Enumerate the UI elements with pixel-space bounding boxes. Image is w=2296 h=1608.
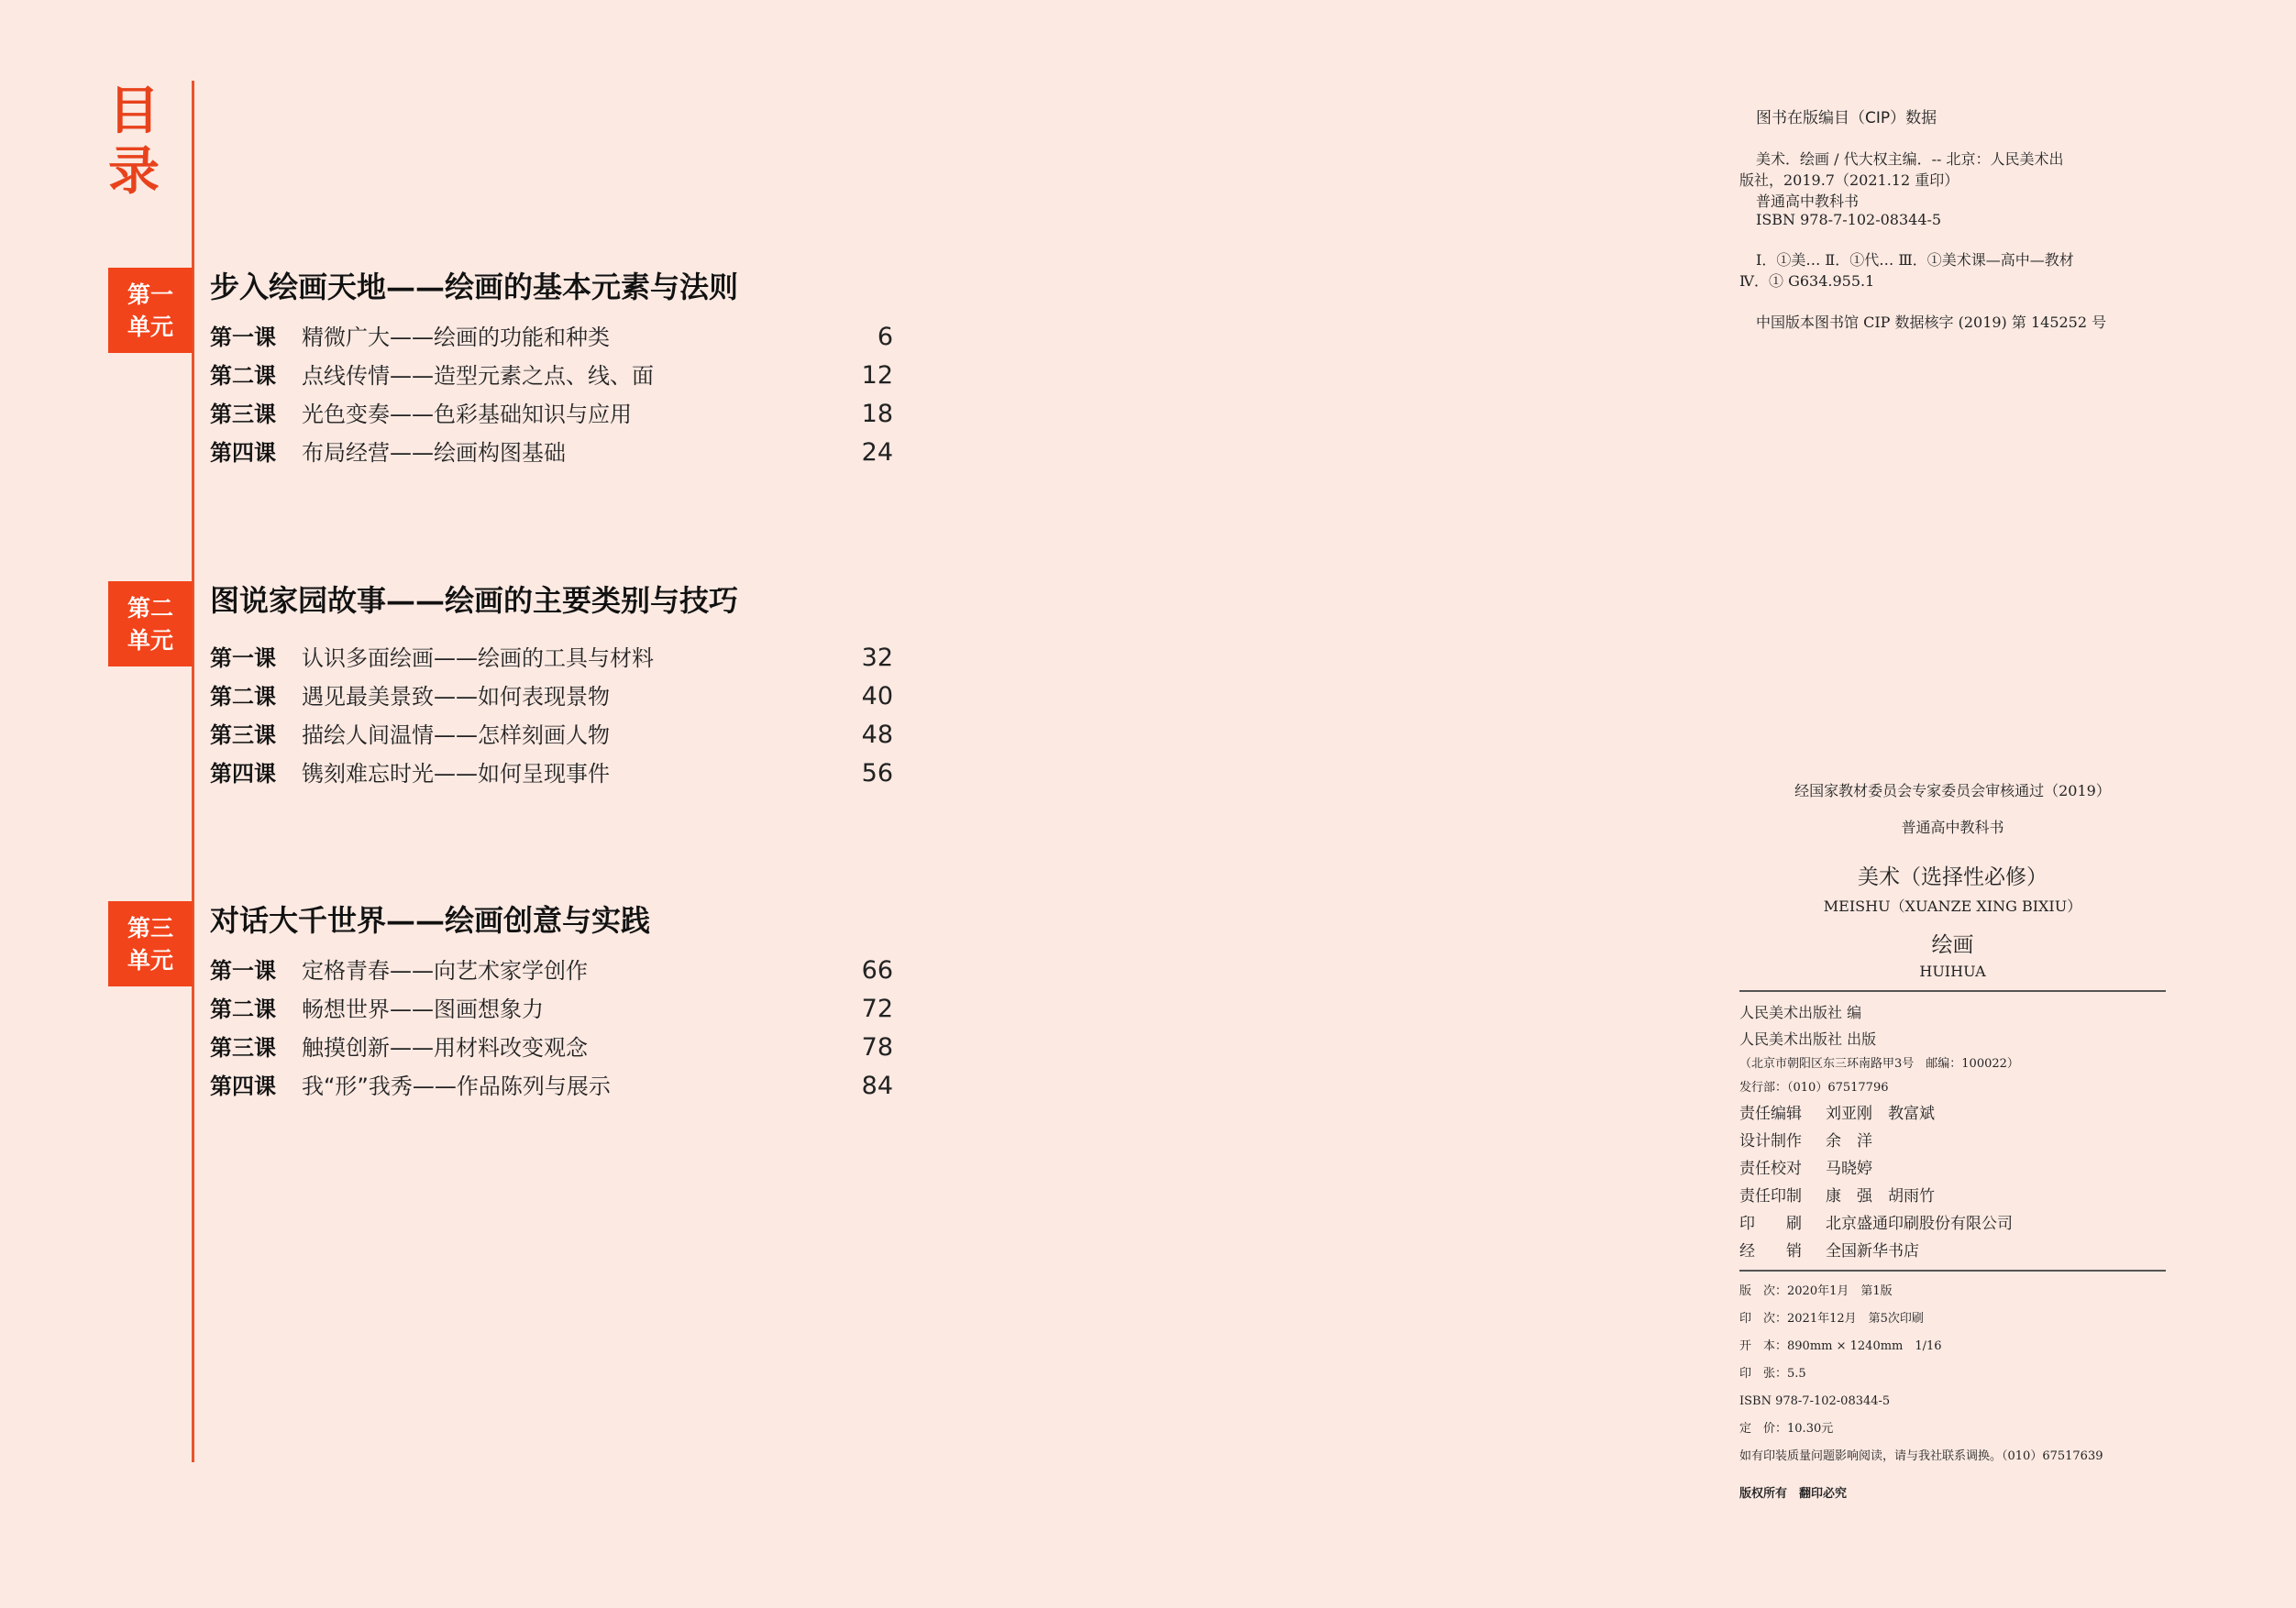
unit-2-title: 图说家园故事——绘画的主要类别与技巧 [210,583,739,618]
cip-heading: 图书在版编目（CIP）数据 [1756,109,1937,127]
cip-line: Ⅰ．①美… Ⅱ．①代… Ⅲ．①美术课—高中—教材 [1756,251,2074,269]
quality-notice: 如有印装质量问题影响阅读，请与我社联系调换。（010）67517639 [1739,1449,2103,1463]
spec-row [1739,1415,2166,1443]
page-number: 6 [877,323,893,351]
spec-row [1739,1388,2166,1415]
toc-entry[interactable] [210,396,893,433]
spec-row [1739,1360,2166,1388]
book-title: 美术（选择性必修） [1858,865,2048,889]
credit-label: 印 刷 [1739,1215,1802,1233]
publisher-line: 人民美术出版社 出版 [1739,1030,1877,1048]
spec-value: 890mm × 1240mm 1/16 [1787,1339,1942,1353]
lesson-name: 光色变奏——色彩基础知识与应用 [302,402,632,427]
lesson-name: 遇见最美景致——如何表现景物 [302,684,610,710]
toc-entry[interactable] [210,640,893,677]
unit-3-title: 对话大千世界——绘画创意与实践 [210,903,651,938]
toc-entry[interactable] [210,319,893,356]
toc-entry[interactable] [210,755,893,792]
lesson-name: 认识多面绘画——绘画的工具与材料 [302,645,654,671]
lesson-name: 我“形”我秀——作品陈列与展示 [302,1074,611,1099]
toc-entry[interactable] [210,435,893,471]
lesson-number: 第四课 [210,440,276,466]
lesson-name: 定格青春——向艺术家学创作 [302,958,588,984]
lesson-name: 畅想世界——图画想象力 [302,997,544,1022]
toc-entry[interactable] [210,717,893,754]
lesson-number: 第二课 [210,363,276,389]
lesson-number: 第三课 [210,1035,276,1061]
spec-value: ISBN 978-7-102-08344-5 [1739,1394,1891,1408]
cip-line: ISBN 978-7-102-08344-5 [1756,211,1942,228]
specs-list [1739,1278,2166,1470]
toc-title-char: 目 [108,81,160,141]
spec-label: 版 次： [1739,1284,1788,1298]
rights-notice: 版权所有 翻印必究 [1739,1487,1848,1501]
page-number: 78 [861,1033,893,1062]
lesson-name: 点线传情——造型元素之点、线、面 [302,363,654,389]
cip-block [1739,105,2198,332]
credit-row [1739,1183,2166,1210]
unit-3-badge [108,901,193,986]
spec-label: 印 次： [1739,1312,1788,1326]
toc-entry[interactable] [210,1068,893,1105]
lesson-name: 触摸创新——用材料改变观念 [302,1035,588,1061]
page-number: 48 [861,721,893,749]
lesson-number: 第二课 [210,684,276,710]
lesson-number: 第四课 [210,1074,276,1099]
credit-label: 经 销 [1739,1242,1802,1261]
toc-entry[interactable] [210,358,893,394]
badge-line: 单元 [127,946,173,974]
page-number: 84 [861,1072,893,1100]
credit-value: 马晓婷 [1826,1160,1872,1178]
spec-label: 印 张： [1739,1367,1788,1381]
unit-1-badge [108,268,193,353]
credit-value: 余 洋 [1826,1132,1872,1151]
lesson-number: 第四课 [210,761,276,787]
cip-line: 美术．绘画 / 代大权主编．-- 北京：人民美术出 [1756,150,2064,168]
cip-line: 版社，2019.7（2021.12 重印） [1739,171,1959,189]
spec-value: 2020年1月 第1版 [1787,1284,1893,1298]
cip-line: 普通高中教科书 [1756,193,1860,210]
badge-line: 单元 [127,313,173,340]
spec-row [1739,1333,2166,1360]
credits-list [1739,1100,2166,1265]
credit-label: 责任编辑 [1739,1105,1802,1123]
lesson-number: 第一课 [210,645,276,671]
spec-label: 定 价： [1739,1422,1788,1436]
credit-row [1739,1238,2166,1265]
publisher-info [1739,999,2166,1100]
volume-pinyin: HUIHUA [1919,963,1986,980]
credit-value: 全国新华书店 [1826,1242,1919,1261]
spec-value: 5.5 [1787,1367,1806,1381]
cip-line: 中国版本图书馆 CIP 数据核字 (2019) 第 145252 号 [1756,314,2107,331]
page-number: 66 [861,956,893,985]
credit-row [1739,1100,2166,1128]
credit-row [1739,1128,2166,1155]
toc-entry[interactable] [210,1030,893,1066]
credit-label: 责任印制 [1739,1187,1802,1206]
lesson-number: 第一课 [210,958,276,984]
page-number: 24 [861,438,893,467]
unit-1-title: 步入绘画天地——绘画的基本元素与法则 [210,270,739,304]
credit-value: 康 强 胡雨竹 [1826,1187,1935,1206]
credit-value: 北京盛通印刷股份有限公司 [1826,1215,2013,1233]
page-number: 12 [861,361,893,390]
spec-row [1739,1305,2166,1333]
badge-line: 第三 [127,914,173,942]
badge-line: 第一 [127,281,173,308]
lesson-name: 布局经营——绘画构图基础 [302,440,566,466]
badge-line: 第二 [127,594,173,622]
lesson-number: 第三课 [210,402,276,427]
toc-entry[interactable] [210,991,893,1028]
lesson-name: 描绘人间温情——怎样刻画人物 [302,722,610,748]
book-pinyin: MEISHU（XUANZE XING BIXIU） [1823,898,2082,915]
lesson-number: 第一课 [210,325,276,350]
toc-title [108,81,163,202]
lesson-number: 第二课 [210,997,276,1022]
badge-line: 单元 [127,626,173,654]
page-number: 18 [861,400,893,428]
lesson-name: 镌刻难忘时光——如何呈现事件 [302,761,610,787]
spec-label: 开 本： [1739,1339,1788,1353]
spec-row [1739,1278,2166,1305]
page-number: 40 [861,682,893,710]
credit-value: 刘亚刚 教富斌 [1826,1105,1935,1123]
toc-entry[interactable] [210,678,893,715]
toc-title-char: 录 [108,141,160,202]
distribution-phone: 发行部：（010）67517796 [1739,1081,1889,1095]
approval-line: 经国家教材委员会专家委员会审核通过（2019） [1794,782,2111,799]
page-number: 56 [861,759,893,787]
series-line: 普通高中教科书 [1901,819,2004,836]
divider [1739,990,2166,992]
page-number: 72 [861,995,893,1023]
address-line: （北京市朝阳区东三环南路甲3号 邮编：100022） [1739,1057,2019,1071]
divider [1739,1270,2166,1272]
toc-entry[interactable] [210,953,893,989]
editor-line: 人民美术出版社 编 [1739,1004,1862,1021]
volume-title: 绘画 [1931,933,1974,957]
lesson-name: 精微广大——绘画的功能和种类 [302,325,610,350]
cip-line: Ⅳ．① G634.955.1 [1739,272,1875,290]
lesson-number: 第三课 [210,722,276,748]
spec-value: 10.30元 [1787,1422,1834,1436]
credit-label: 责任校对 [1739,1160,1802,1178]
page-number: 32 [861,644,893,672]
credit-row [1739,1210,2166,1238]
spec-value: 2021年12月 第5次印刷 [1787,1312,1924,1326]
unit-2-badge [108,581,193,666]
credit-row [1739,1155,2166,1183]
credit-label: 设计制作 [1739,1132,1802,1151]
